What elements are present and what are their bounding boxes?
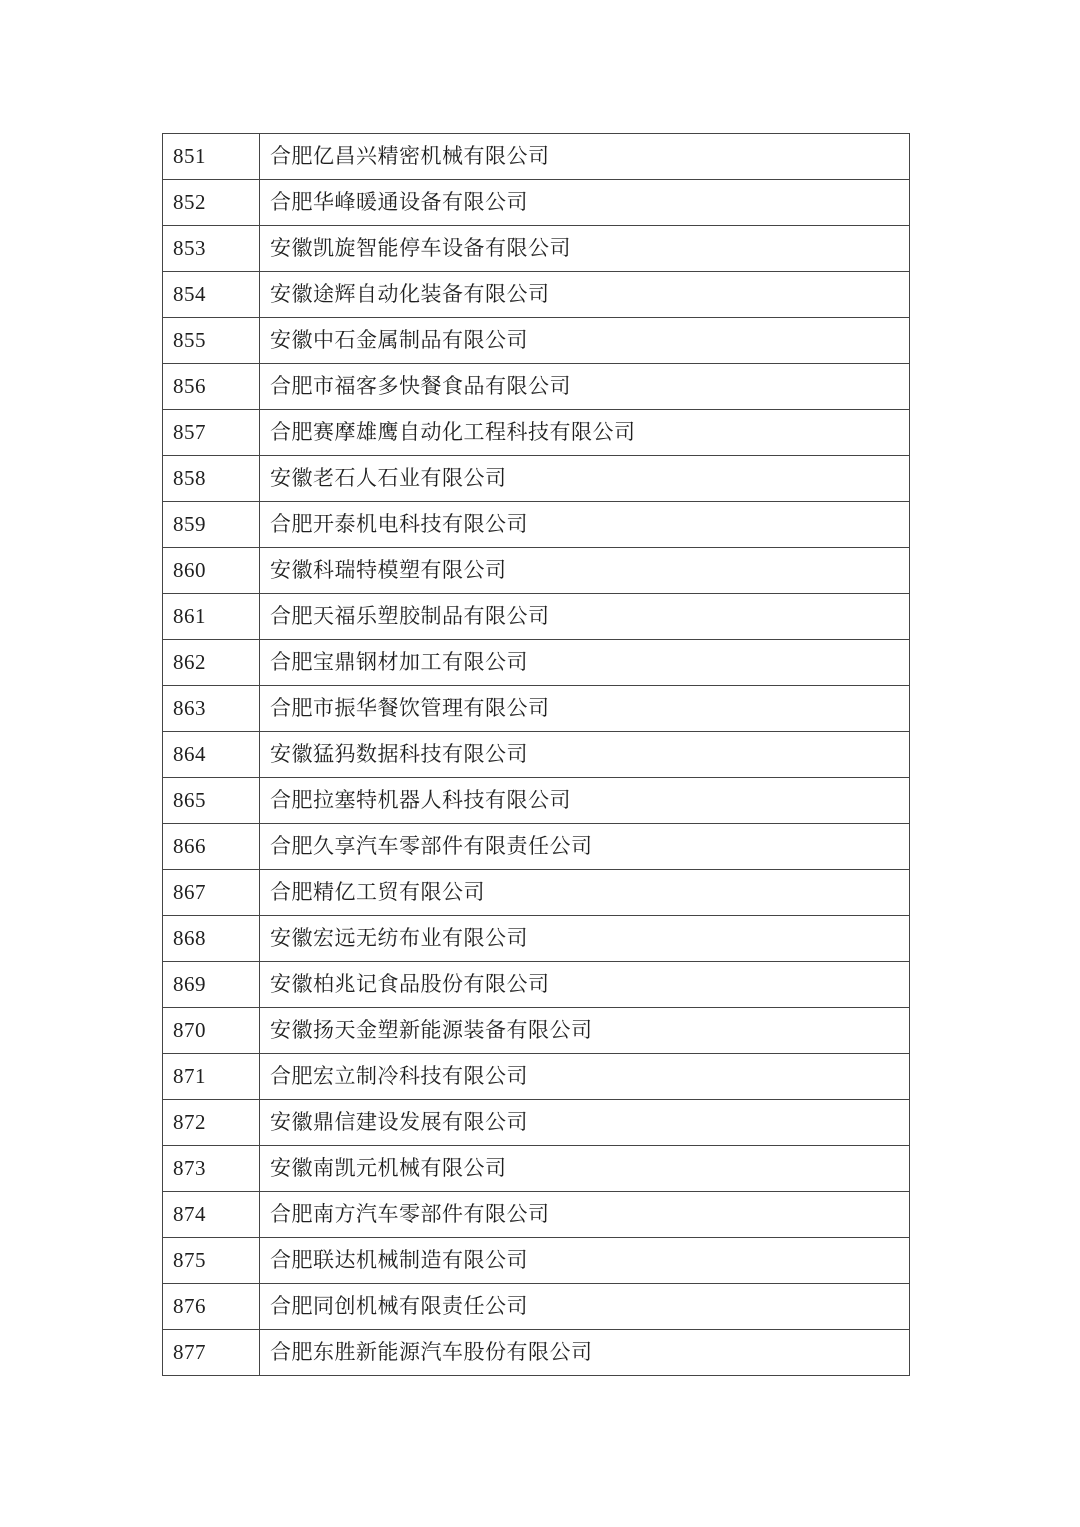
company-name: 合肥华峰暖通设备有限公司 [260,180,910,226]
row-number: 865 [163,778,260,824]
table-row [163,686,910,732]
company-name: 合肥久享汽车零部件有限责任公司 [260,824,910,870]
row-number: 867 [163,870,260,916]
company-list-table [162,133,910,1376]
row-number: 870 [163,1008,260,1054]
table-row [163,640,910,686]
company-name: 安徽南凯元机械有限公司 [260,1146,910,1192]
row-number: 872 [163,1100,260,1146]
table-row [163,1008,910,1054]
row-number: 866 [163,824,260,870]
company-name: 安徽凯旋智能停车设备有限公司 [260,226,910,272]
table-row [163,502,910,548]
table-row [163,916,910,962]
company-name: 合肥同创机械有限责任公司 [260,1284,910,1330]
table-row [163,1192,910,1238]
table-row [163,180,910,226]
row-number: 876 [163,1284,260,1330]
table-row [163,1238,910,1284]
table-row [163,778,910,824]
row-number: 860 [163,548,260,594]
row-number: 859 [163,502,260,548]
company-name: 安徽扬天金塑新能源装备有限公司 [260,1008,910,1054]
row-number: 875 [163,1238,260,1284]
row-number: 871 [163,1054,260,1100]
company-name: 安徽中石金属制品有限公司 [260,318,910,364]
table-row [163,456,910,502]
row-number: 873 [163,1146,260,1192]
table-row [163,364,910,410]
table-row [163,318,910,364]
table-row [163,548,910,594]
row-number: 862 [163,640,260,686]
row-number: 864 [163,732,260,778]
company-name: 合肥精亿工贸有限公司 [260,870,910,916]
company-name: 安徽柏兆记食品股份有限公司 [260,962,910,1008]
table-row [163,1054,910,1100]
company-name: 合肥南方汽车零部件有限公司 [260,1192,910,1238]
table-row [163,134,910,180]
company-name: 合肥东胜新能源汽车股份有限公司 [260,1330,910,1376]
table-row [163,1284,910,1330]
table-row [163,732,910,778]
table-row [163,1330,910,1376]
company-list-body [163,134,910,1376]
company-name: 安徽猛犸数据科技有限公司 [260,732,910,778]
company-name: 合肥开泰机电科技有限公司 [260,502,910,548]
company-name: 安徽科瑞特模塑有限公司 [260,548,910,594]
table-row [163,962,910,1008]
row-number: 856 [163,364,260,410]
company-name: 合肥联达机械制造有限公司 [260,1238,910,1284]
table-row [163,870,910,916]
company-name: 安徽老石人石业有限公司 [260,456,910,502]
row-number: 868 [163,916,260,962]
company-name: 安徽宏远无纺布业有限公司 [260,916,910,962]
company-name: 合肥拉塞特机器人科技有限公司 [260,778,910,824]
row-number: 877 [163,1330,260,1376]
company-name: 合肥亿昌兴精密机械有限公司 [260,134,910,180]
row-number: 853 [163,226,260,272]
company-name: 合肥市振华餐饮管理有限公司 [260,686,910,732]
table-row [163,1100,910,1146]
company-name: 合肥宏立制冷科技有限公司 [260,1054,910,1100]
row-number: 861 [163,594,260,640]
company-name: 合肥赛摩雄鹰自动化工程科技有限公司 [260,410,910,456]
row-number: 869 [163,962,260,1008]
company-name: 安徽鼎信建设发展有限公司 [260,1100,910,1146]
table-row [163,1146,910,1192]
company-name: 合肥天福乐塑胶制品有限公司 [260,594,910,640]
row-number: 874 [163,1192,260,1238]
row-number: 858 [163,456,260,502]
company-name: 合肥市福客多快餐食品有限公司 [260,364,910,410]
row-number: 863 [163,686,260,732]
row-number: 854 [163,272,260,318]
table-row [163,410,910,456]
company-name: 合肥宝鼎钢材加工有限公司 [260,640,910,686]
table-row [163,824,910,870]
table-row [163,226,910,272]
row-number: 855 [163,318,260,364]
row-number: 852 [163,180,260,226]
table-row [163,272,910,318]
table-row [163,594,910,640]
row-number: 851 [163,134,260,180]
company-name: 安徽途辉自动化装备有限公司 [260,272,910,318]
row-number: 857 [163,410,260,456]
